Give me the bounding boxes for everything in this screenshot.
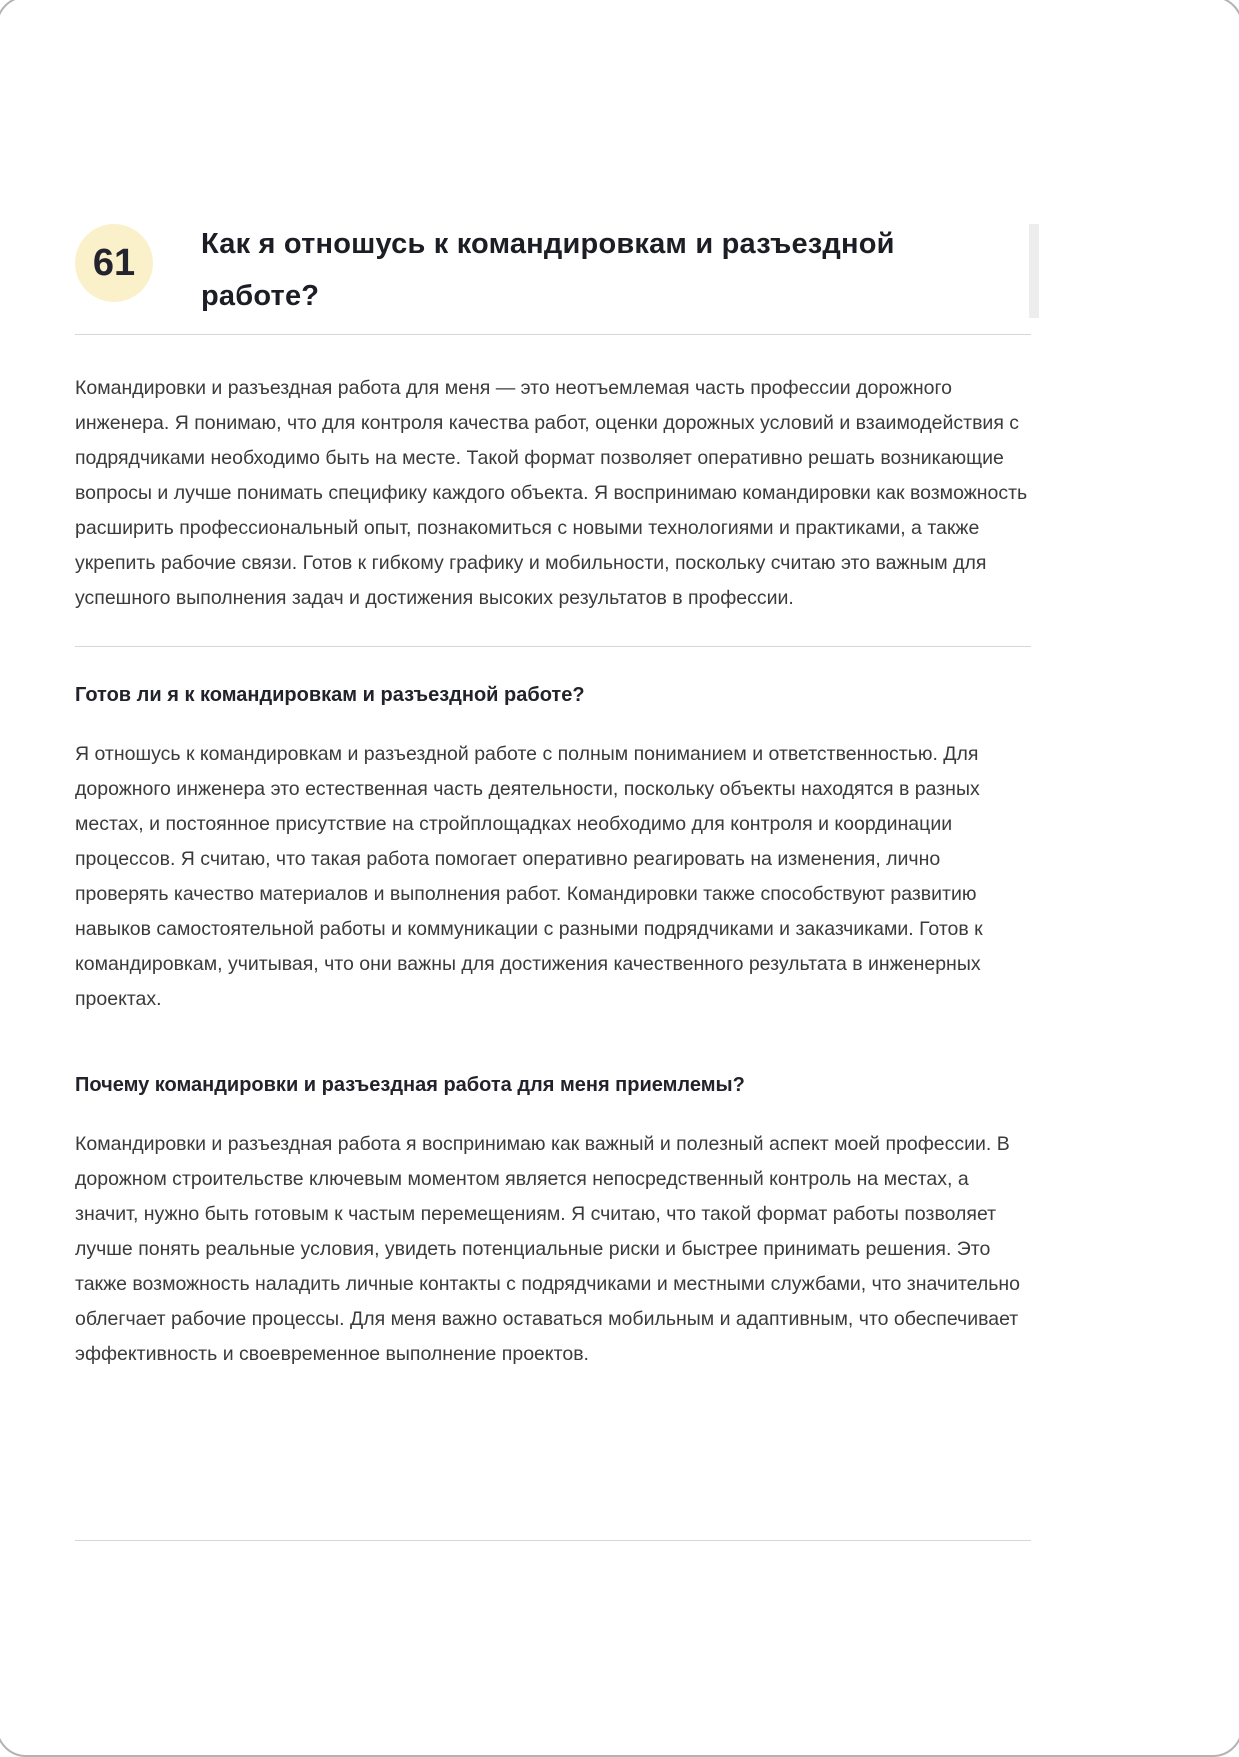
- subquestion-2-answer: Командировки и разъездная работа я воспринимаю как важный и полезный аспект моей профессии. В дорожном строительстве ключевым моментом является непосредственный контроль на местах, а значит, нужно быть готовым к частым перемещениям. Я считаю, что такой формат работы позволяет лучше понять реальные условия, увидеть потенциальные риски и быстрее принимать решения. Это также возможность наладить личные контакты с подрядчиками и местными службами, что значительно облегчает рабочие процессы. Для меня важно оставаться мобильным и адаптивным, что обеспечивает эффективность и своевременное выполнение проектов.: [75, 1133, 1021, 1365]
- intro-paragraph: Командировки и разъездная работа для меня — это неотъемлемая часть профессии дорожного инженера. Я понимаю, что для контроля качества работ, оценки дорожных условий и взаимодействия с подрядчиками необходимо быть на месте. Такой формат позволяет оперативно решать возникающие вопросы и лучше понимать специфику каждого объекта. Я воспринимаю командировки как возможность расширить профессиональный опыт, познакомиться с новыми технологиями и практиками, а также укрепить рабочие связи. Готов к гибкому графику и мобильности, поскольку считаю это важным для успешного выполнения задач и достижения высоких результатов в профессии.: [75, 377, 1028, 609]
- document-page: [75, 0, 1031, 1541]
- subquestion-1-answer: Я отношусь к командировкам и разъездной работе с полным пониманием и ответственностью. Для дорожного инженера это естественная часть деятельности, поскольку объекты находятся в разных местах, и постоянное присутствие на стройплощадках необходимо для контроля и координации процессов. Я считаю, что такая работа помогает оперативно реагировать на изменения, лично проверять качество материалов и выполнения работ. Командировки также способствуют развитию навыков самостоятельной работы и коммуникации с разными подрядчиками и заказчиками. Готов к командировкам, учитывая, что они важны для достижения качественного результата в инженерных проектах.: [75, 743, 983, 1010]
- bottom-divider: [75, 1540, 1031, 1541]
- question-title: Как я отношусь к командировкам и разъездной работе?: [201, 228, 895, 312]
- title-edge-decoration: [1029, 224, 1039, 318]
- section-divider: [75, 646, 1031, 647]
- question-number-badge: 61: [75, 224, 153, 302]
- subquestion-2-heading: Почему командировки и разъездная работа для меня приемлемы?: [75, 1074, 745, 1096]
- title-divider: [75, 334, 1031, 335]
- question-header: [75, 218, 1031, 322]
- subquestion-1-heading: Готов ли я к командировкам и разъездной работе?: [75, 684, 585, 706]
